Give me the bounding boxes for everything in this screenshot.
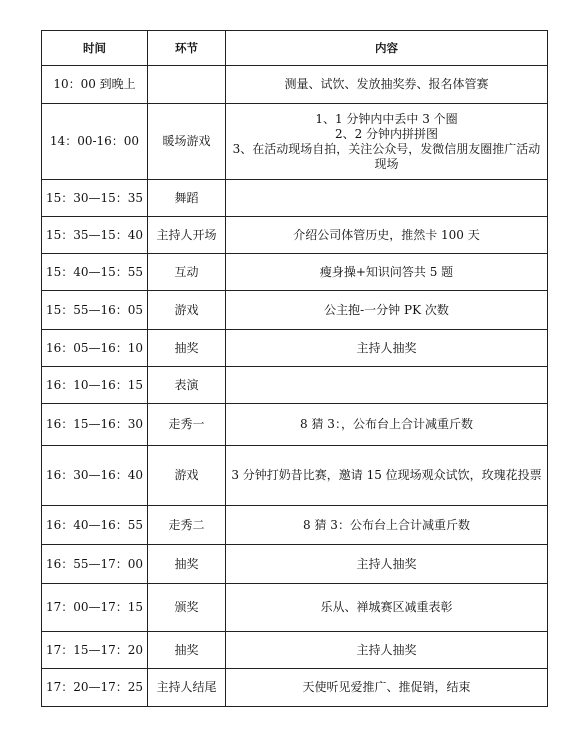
schedule-table <box>41 30 548 707</box>
content-line: 乐从、禅城赛区减重表彰 <box>320 600 453 614</box>
table-row <box>42 632 548 669</box>
header-time: 时间 <box>42 31 148 66</box>
content-line: 8 猜 3：，公布台上合计减重斤数 <box>300 417 473 431</box>
time-cell: 16：15—16：30 <box>42 404 148 446</box>
segment-cell: 走秀一 <box>148 404 226 446</box>
schedule-rows <box>42 66 548 707</box>
content-line: 3 分钟打奶昔比赛，邀请 15 位现场观众试饮，玫瑰花投票 <box>231 468 542 482</box>
content-cell <box>226 367 548 404</box>
content-line: 测量、试饮、发放抽奖券、报名体管赛 <box>284 77 489 91</box>
content-line: 介绍公司体管历史，推然卡 100 天 <box>293 227 480 242</box>
table-row <box>42 545 548 584</box>
time-cell: 16：05—16：10 <box>42 330 148 367</box>
time-cell: 16：30—16：40 <box>42 446 148 506</box>
segment-cell: 游戏 <box>148 446 226 506</box>
segment-cell: 走秀二 <box>148 506 226 545</box>
table-row <box>42 330 548 367</box>
segment-cell: 主持人开场 <box>148 217 226 254</box>
segment-cell <box>148 66 226 104</box>
segment-cell: 游戏 <box>148 291 226 330</box>
time-cell: 17：15—17：20 <box>42 632 148 669</box>
header-content: 内容 <box>226 31 548 66</box>
content-line: 主持人抽奖 <box>356 556 417 571</box>
segment-cell: 互动 <box>148 254 226 291</box>
time-cell: 16：40—16：55 <box>42 506 148 545</box>
content-line: 主持人抽奖 <box>356 340 417 355</box>
segment-cell: 抽奖 <box>148 330 226 367</box>
table-row <box>42 66 548 104</box>
time-cell: 17：20—17：25 <box>42 669 148 707</box>
segment-cell: 颁奖 <box>148 584 226 632</box>
header-segment: 环节 <box>148 31 226 66</box>
table-row <box>42 367 548 404</box>
table-row <box>42 446 548 506</box>
content-cell <box>226 545 548 584</box>
table-row <box>42 254 548 291</box>
time-cell: 15：55—16：05 <box>42 291 148 330</box>
table-row <box>42 180 548 217</box>
content-line: 天使听见爱推广、推促销，结束 <box>302 680 471 694</box>
time-cell: 15：40—15：55 <box>42 254 148 291</box>
table-row <box>42 506 548 545</box>
segment-cell: 主持人结尾 <box>148 669 226 707</box>
time-cell: 16：55—17：00 <box>42 545 148 584</box>
content-cell <box>226 104 548 180</box>
content-line: 公主抱-一分钟 PK 次数 <box>324 302 449 317</box>
content-cell <box>226 632 548 669</box>
table-row <box>42 404 548 446</box>
time-cell: 17：00—17：15 <box>42 584 148 632</box>
content-cell <box>226 330 548 367</box>
content-cell <box>226 669 548 707</box>
segment-cell: 舞蹈 <box>148 180 226 217</box>
table-row <box>42 104 548 180</box>
time-cell: 10：00 到晚上 <box>42 66 148 104</box>
content-line: 3、在活动现场自拍，关注公众号，发微信朋友圈推广活动现场 <box>232 141 541 171</box>
segment-cell: 暖场游戏 <box>148 104 226 180</box>
content-cell <box>226 180 548 217</box>
content-line: 主持人抽奖 <box>356 642 417 657</box>
content-line: 瘦身操+知识问答共 5 题 <box>319 264 454 279</box>
content-cell <box>226 254 548 291</box>
time-cell: 14：00-16：00 <box>42 104 148 180</box>
table-row <box>42 584 548 632</box>
content-cell <box>226 217 548 254</box>
content-cell <box>226 404 548 446</box>
content-cell <box>226 291 548 330</box>
segment-cell: 抽奖 <box>148 632 226 669</box>
content-line: 8 猜 3：公布台上合计减重斤数 <box>303 517 470 532</box>
table-row <box>42 291 548 330</box>
content-cell <box>226 506 548 545</box>
content-cell <box>226 66 548 104</box>
segment-cell: 表演 <box>148 367 226 404</box>
table-row <box>42 669 548 707</box>
time-cell: 15：30—15：35 <box>42 180 148 217</box>
header-row <box>42 31 548 66</box>
content-line: 2、2 分钟内拼拼图 <box>334 126 439 141</box>
time-cell: 16：10—16：15 <box>42 367 148 404</box>
segment-cell: 抽奖 <box>148 545 226 584</box>
table-row <box>42 217 548 254</box>
content-cell <box>226 584 548 632</box>
content-line: 1、1 分钟内中丢中 3 个圈 <box>315 111 458 126</box>
content-cell <box>226 446 548 506</box>
time-cell: 15：35—15：40 <box>42 217 148 254</box>
